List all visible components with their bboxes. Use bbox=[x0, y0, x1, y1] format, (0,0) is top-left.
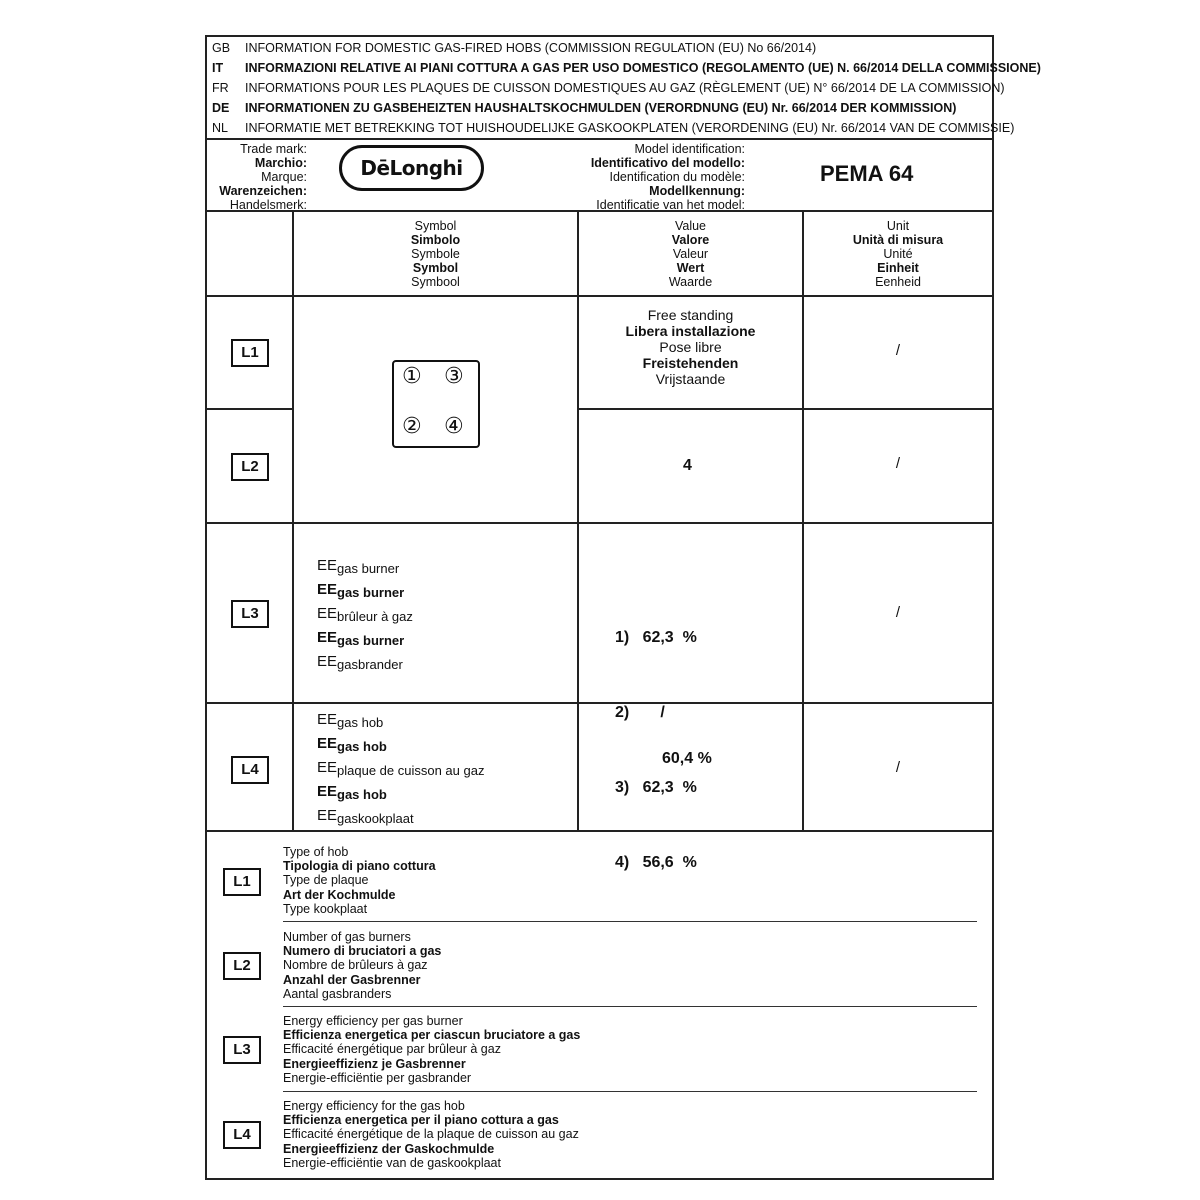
value-header: Value Valore Valeur Wert Waarde bbox=[668, 219, 713, 289]
legend-l2: Number of gas burners Numero di bruciatori a gas Nombre de brûleurs à gaz Anzahl der Gasbrenner Aantal gasbranders bbox=[283, 930, 442, 1001]
divider bbox=[207, 702, 992, 704]
legend-code-l2: L2 bbox=[223, 952, 261, 980]
row-code-l4: L4 bbox=[231, 756, 269, 784]
burner-1-icon: ① bbox=[402, 364, 422, 389]
energy-label-sheet: GB INFORMATION FOR DOMESTIC GAS-FIRED HOBS (COMMISSION REGULATION (EU) No 66/2014) IT INFORMAZIONI RELATIVE AI PIANI COTTURA A GAS PER USO DOMESTICO (REGOLAMENTO (UE) N. 66/2014 DELLA COMMISSIONE) FR INFORMATIONS POUR LES PLAQUES DE CUISSON DOMESTIQUES AU GAZ (RÈGLEMENT (UE) N° 66/2014 DE LA COMMISSION) DE INFORMATIONEN ZU GASBEHEIZTEN HAUSHALTSKOCHMULDEN (VERORDNUNG (EU) Nr. 66/2014 DER KOMMISSION) NL INFORMATIE MET BETREKKING TOT HUISHOUDELIJKE GASKOOKPLATEN (VERORDENING (EU) Nr. 66/2014 VAN DE COMMISSIE) Trade mark: Marchio: Marque: Warenzeichen: Handelsmerk: DēLonghi Model identification: Identificativo del modello: Identification du modèle: Modellkennung: Identificatie van het model: PEMA 64 Symbol Simbolo Symbole Symbol Symbool Value Valore Valeur Wert Waarde Unit Unità di misura Unité Einheit Eenheid L1 Free standing Libera installazione Pose libre Freistehenden Vrijstaande / ① ③ ② ④ L2 4 / L3 $EE_{gas burner}$ $EE_{gas burner}$ $EE_{brûleur à gaz}$ $EE_{gas burner}$ $EE_{gasbrander}$ 1) 62,3 % 2) / 3) 62,3 % 4) 56,6 % / L4 $EE_{gas hob}$ $EE_{gas hob}$ $EE_{plaque de cuisson au gaz}$ $EE_{gas hob}$ $EE_{gaskookplaat}$ 60,4 % / L1 Type of hob Tipologia di piano cottura Type de plaque Art der Kochmulde Type kookplaat L2 Number of gas burners Numero di bruciatori a gas Nombre de brûleurs à gaz Anzahl der Gasbrenner Aantal gasbranders L3 Energy efficiency per gas burner Efficienza energetica per ciascun bruciatore a gas Efficacité énergétique par brûleur à gaz Energieeffizienz je Gasbrenner Energie-efficiëntie per gasbrander L4 Energy efficiency for the gas hob Efficienza energetica per il piano cottura a gas Efficacité énergétique de la plaque de cuisson au gaz Energieeffizienz der Gaskochmulde Energie-efficiëntie van de gaskookplaat bbox=[205, 35, 994, 1180]
l3-symbols: $EE_{gas burner}$ $EE_{gas burner}$ $EE_{brûleur à gaz}$ $EE_{gas burner}$ $EE_{gasbrander}$ bbox=[317, 557, 413, 672]
l2-unit: / bbox=[895, 455, 901, 472]
l4-symbols: $EE_{gas hob}$ $EE_{gas hob}$ $EE_{plaque de cuisson au gaz}$ $EE_{gas hob}$ $EE_{gaskookplaat}$ bbox=[317, 711, 485, 826]
legend-code-l1: L1 bbox=[223, 868, 261, 896]
row-code-l3: L3 bbox=[231, 600, 269, 628]
trade-mark-labels: Trade mark: Marchio: Marque: Warenzeichen: Handelsmerk: bbox=[219, 142, 307, 212]
row-code-l2: L2 bbox=[231, 453, 269, 481]
model-labels: Model identification: Identificativo del modello: Identification du modèle: Modellkennung: Identificatie van het model: bbox=[590, 142, 745, 212]
l1-value: Free standing Libera installazione Pose libre Freistehenden Vrijstaande bbox=[625, 307, 756, 387]
burner-2-icon: ② bbox=[402, 414, 422, 439]
burner-4-icon: ④ bbox=[444, 414, 464, 439]
symbol-header: Symbol Simbolo Symbole Symbol Symbool bbox=[410, 219, 461, 289]
col-divider bbox=[802, 210, 804, 830]
burner-layout-diagram bbox=[392, 360, 480, 448]
l2-value: 4 bbox=[683, 457, 692, 474]
row-code-l1: L1 bbox=[231, 339, 269, 367]
delonghi-logo: DēLonghi bbox=[339, 145, 484, 191]
legend-code-l3: L3 bbox=[223, 1036, 261, 1064]
model-value: PEMA 64 bbox=[820, 161, 914, 186]
divider bbox=[207, 210, 992, 212]
col-divider bbox=[292, 210, 294, 830]
divider bbox=[283, 921, 977, 922]
legend-code-l4: L4 bbox=[223, 1121, 261, 1149]
l3-values: 1) 62,3 % 2) / 3) 62,3 % 4) 56,6 % bbox=[615, 629, 697, 871]
divider bbox=[577, 408, 992, 410]
l4-unit: / bbox=[895, 759, 901, 776]
divider bbox=[207, 830, 992, 832]
l1-unit: / bbox=[895, 342, 901, 359]
divider bbox=[283, 1006, 977, 1007]
divider bbox=[207, 408, 292, 410]
legend-l4: Energy efficiency for the gas hob Efficienza energetica per il piano cottura a gas Efficacité énergétique de la plaque de cuisson au gaz Energieeffizienz der Gaskochmulde Energie-efficiëntie van de gaskookplaat bbox=[283, 1099, 579, 1170]
unit-header: Unit Unità di misura Unité Einheit Eenheid bbox=[852, 219, 944, 289]
divider bbox=[283, 1091, 977, 1092]
legend-l1: Type of hob Tipologia di piano cottura Type de plaque Art der Kochmulde Type kookplaat bbox=[283, 845, 436, 916]
l4-value: 60,4 % bbox=[662, 750, 712, 767]
divider bbox=[207, 295, 992, 297]
burner-3-icon: ③ bbox=[444, 364, 464, 389]
divider bbox=[207, 522, 992, 524]
divider bbox=[207, 138, 992, 140]
l3-unit: / bbox=[895, 604, 901, 621]
legend-l3: Energy efficiency per gas burner Efficienza energetica per ciascun bruciatore a gas Efficacité énergétique par brûleur à gaz Energieeffizienz je Gasbrenner Energie-efficiëntie per gasbrander bbox=[283, 1014, 581, 1085]
col-divider bbox=[577, 210, 579, 830]
